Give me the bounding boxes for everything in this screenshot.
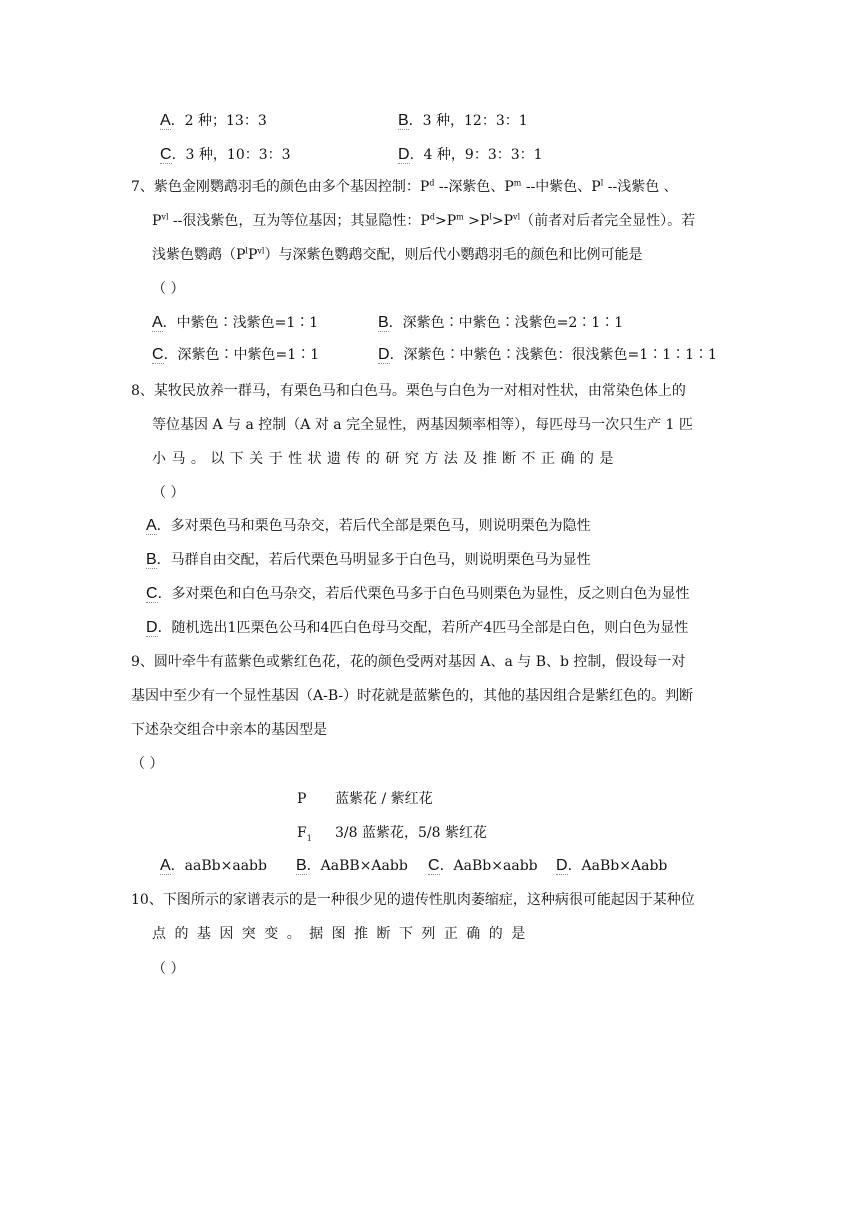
q8-option-d-text: ．随机选出1匹栗色公马和4匹白色母马交配，若所产4匹马全部是白色，则白色为显性 — [157, 620, 689, 636]
q7-option-a-letter: A — [152, 314, 163, 331]
q7-l1-sup1: d — [429, 178, 435, 188]
q7-l3c: ）与深紫色鹦鹉交配，则后代小鹦鹉羽毛的颜色和比例可能是 — [264, 247, 643, 263]
q8-option-a-letter: A — [146, 517, 157, 534]
q9-options-row — [160, 857, 667, 875]
q9-option-c-letter: C — [428, 857, 440, 874]
q8-line-2: 等位基因 A 与 a 控制（A 对 a 完全显性，两基因频率相等），每匹母马一次只生产 1 匹 — [152, 417, 693, 433]
q9-option-d-letter: D — [556, 857, 568, 874]
q7-option-d-text: ．深紫色∶中紫色∶浅紫色：很浅紫色=1∶1∶1∶1 — [389, 347, 717, 363]
q9-f1-label-wrap — [297, 824, 335, 842]
q8-line-1: 8、某牧民放养一群马，有栗色马和白色马。栗色与白色为一对相对性状，由常染色体上的 — [131, 383, 686, 399]
q7-l2d: >P — [463, 213, 490, 229]
q7-answer-paren: （ ） — [152, 281, 185, 297]
q9-cross-f1-row — [297, 824, 487, 842]
q7-option-c[interactable] — [152, 346, 378, 364]
q9-cross-p-row — [297, 790, 433, 808]
q7-options-row-2 — [152, 346, 717, 364]
q9-option-c[interactable] — [428, 857, 556, 875]
q8-option-c-letter: C — [146, 585, 158, 602]
q6-option-a-text: ．2 种；13：3 — [170, 113, 267, 129]
q7-option-b-text: ．深紫色∶中紫色∶浅紫色=2∶1∶1 — [388, 315, 624, 331]
q7-l3a: 浅紫色鹦鹉（P — [152, 247, 246, 263]
q6-options-row-1 — [160, 112, 528, 130]
q7-l2-sup2: d — [429, 212, 435, 222]
q6-option-d-letter: D — [398, 146, 410, 163]
q7-l2f: （前者对后者完全显性）。若 — [520, 213, 696, 229]
q9-option-c-text: ．AaBb×aabb — [439, 858, 538, 874]
q6-option-a-letter: A — [160, 112, 171, 129]
q9-p-label: P — [297, 791, 307, 807]
q6-option-d[interactable] — [398, 146, 543, 164]
q8-option-c-text: ．多对栗色和白色马杂交，若后代栗色马多于白色马则栗色为显性，反之则白色为显性 — [157, 586, 690, 602]
q7-line-2 — [152, 212, 695, 230]
q7-l2c: >P — [434, 213, 457, 229]
q7-option-b-letter: B — [378, 314, 389, 331]
q7-l2a: P — [152, 213, 162, 229]
q8-option-d[interactable] — [146, 619, 688, 637]
q7-l3-sup2: vl — [257, 246, 265, 256]
q9-f-label: F — [297, 825, 307, 841]
q9-line-2: 基因中至少有一个显性基因（A-B-）时花就是蓝紫色的，其他的基因组合是紫红色的。判断 — [131, 688, 694, 704]
q6-option-b[interactable] — [398, 112, 528, 130]
q7-line-1 — [131, 178, 678, 196]
q6-options-row-2 — [160, 146, 543, 164]
q10-answer-paren: （ ） — [152, 961, 185, 977]
q9-line-3: 下述杂交组合中亲本的基因型是 — [131, 722, 327, 738]
q7-option-c-letter: C — [152, 346, 164, 363]
q9-option-b-text: ．AaBB×Aabb — [306, 858, 408, 874]
q6-option-c-text: ．3 种，10：3：3 — [171, 147, 291, 163]
q10-line-1: 10、下图所示的家谱表示的是一种很少见的遗传性肌肉萎缩症，这种病很可能起因于某种位 — [131, 892, 695, 908]
q7-l1d: --浅紫色 、 — [603, 179, 678, 195]
q9-option-a-letter: A — [160, 857, 171, 874]
q9-option-b[interactable] — [296, 857, 428, 875]
q9-option-d-text: ．AaBb×Aabb — [567, 858, 668, 874]
q7-l1-sup2: m — [513, 178, 522, 188]
q7-l1c: --中紫色、P — [521, 179, 601, 195]
q7-l2-sup4: l — [489, 212, 492, 222]
q8-option-a-text: ．多对栗色马和栗色马杂交，若后代全部是栗色马，则说明栗色为隐性 — [156, 518, 591, 534]
q6-option-c-letter: C — [160, 146, 172, 163]
q7-option-c-text: ．深紫色∶中紫色=1∶1 — [163, 347, 320, 363]
q9-f-text: 3/8 蓝紫花，5/8 紫红花 — [335, 825, 487, 841]
q7-l3b: P — [247, 247, 258, 263]
q7-l1-sup3: l — [600, 178, 604, 188]
q7-l2e: >P — [491, 213, 514, 229]
q8-option-c[interactable] — [146, 585, 690, 603]
q7-l2-sup1: vl — [161, 212, 169, 222]
q8-option-b[interactable] — [146, 551, 591, 569]
q7-option-d-letter: D — [378, 346, 390, 363]
q7-option-a-text: ．中紫色∶浅紫色=1∶1 — [162, 315, 319, 331]
q7-option-a[interactable] — [152, 314, 378, 332]
q6-option-b-letter: B — [398, 112, 409, 129]
q9-option-b-letter: B — [296, 857, 307, 874]
q9-p-text: 蓝紫花 / 紫红花 — [335, 791, 433, 807]
q9-option-d[interactable] — [556, 857, 667, 875]
q8-line-3: 小 马 。 以 下 关 于 性 状 遗 传 的 研 究 方 法 及 推 断 不 正 确 的 是 — [152, 451, 614, 467]
q9-option-a-text: ．aaBb×aabb — [170, 858, 267, 874]
q9-option-a[interactable] — [160, 857, 296, 875]
q7-option-d[interactable] — [378, 346, 717, 364]
q7-l2-sup3: m — [456, 212, 464, 222]
q10-line-2: 点 的 基 因 突 变 。 据 图 推 断 下 列 正 确 的 是 — [152, 926, 526, 942]
q8-option-b-text: ．马群自由交配，若后代栗色马明显多于白色马，则说明栗色马为显性 — [156, 552, 591, 568]
q7-l2-sup5: vl — [513, 212, 521, 222]
q9-line-1: 9、圆叶牵牛有蓝紫色或紫红色花，花的颜色受两对基因 A、a 与 B、b 控制，假设每一对 — [131, 654, 686, 670]
q7-l2b: --很浅紫色，互为等位基因；其显隐性：P — [168, 213, 430, 229]
q7-option-b[interactable] — [378, 314, 623, 332]
q8-option-b-letter: B — [146, 551, 157, 568]
q9-answer-paren: （ ） — [131, 756, 164, 772]
q9-f-sub: 1 — [306, 833, 312, 843]
q7-line-3 — [152, 246, 642, 264]
q6-option-b-text: ．3 种，12：3：1 — [408, 113, 528, 129]
q6-option-d-text: ．4 种，9：3：3：1 — [409, 147, 543, 163]
q8-option-d-letter: D — [146, 619, 158, 636]
q7-l1b: --深紫色、P — [434, 179, 514, 195]
q6-option-c[interactable] — [160, 146, 398, 164]
q7-options-row-1 — [152, 314, 623, 332]
q7-l1a: 7、紫色金刚鹦鹉羽毛的颜色由多个基因控制：P — [131, 179, 430, 195]
q8-option-a[interactable] — [146, 517, 591, 535]
q8-answer-paren: （ ） — [152, 485, 185, 501]
q7-l3-sup1: l — [245, 246, 248, 256]
q6-option-a[interactable] — [160, 112, 398, 130]
